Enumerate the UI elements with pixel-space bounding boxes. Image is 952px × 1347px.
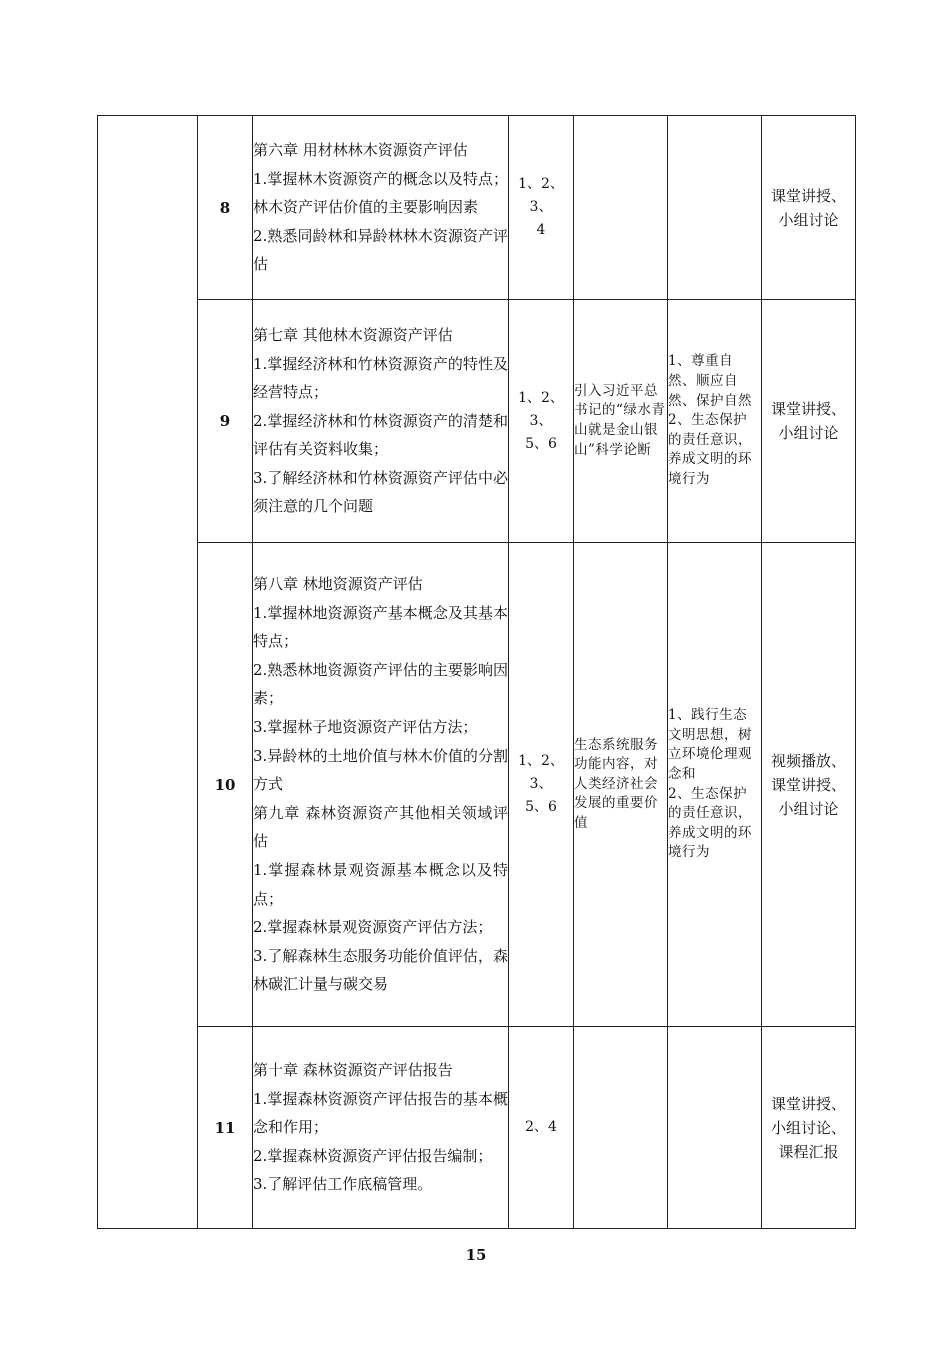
objective-line: 1、2、3、 [518,389,564,429]
objectives-cell [509,116,574,300]
approach-line: 1、践行生态文明思想，树立环境伦理观念和 [668,707,752,782]
table-row [98,300,856,543]
content-line: 2.掌握森林资源资产评估报告编制； [253,1146,493,1165]
approach-line: 1、尊重自然、顺应自然、保护自然 [668,353,752,409]
objective-line: 5、6 [525,799,557,815]
content-line: 1.掌握经济林和竹林资源资产的特性及经营特点； [253,354,508,402]
content-line: 3.了解评估工作底稿管理。 [253,1175,433,1194]
content-line: 1.掌握林地资源资产基本概念及其基本特点； [253,603,508,651]
approach-line: 2、生态保护的责任意识，养成文明的环境行为 [668,412,752,487]
session-number: 8 [198,116,253,300]
session-number: 10 [198,543,253,1027]
objectives-cell [509,300,574,543]
objectives-cell [509,1027,574,1229]
page-number: 15 [465,1246,487,1264]
methods-cell [762,543,856,1027]
content-cell [253,543,509,1027]
content-cell [253,1027,509,1229]
content-cell [253,300,509,543]
method-line: 课堂讲授、 [770,400,846,418]
content-line: 1.掌握林木资源资产的概念以及特点；林木资产评估价值的主要影响因素 [253,169,508,217]
content-line: 2.掌握经济林和竹林资源资产的清楚和评估有关资料收集； [253,411,508,459]
method-line: 课堂讲授、 [770,775,846,794]
methods-cell [762,116,856,300]
method-line: 课堂讲授、 [770,1094,846,1113]
objective-line: 1、2、3、 [518,176,564,215]
table-row [98,116,856,300]
content-line: 第七章 其他林木资源资产评估 [253,325,453,344]
content-line: 2.掌握森林景观资源资产评估方法； [253,918,493,937]
ideology-cell [574,1027,668,1229]
ideology-line: 引入习近平总书记的“绿水青山就是金山银山”科学论断 [574,382,666,458]
table-row [98,1027,856,1229]
content-line: 3.了解森林生态服务功能价值评估，森林碳汇计量与碳交易 [253,946,508,994]
content-line: 2.熟悉同龄林和异龄林林木资源资产评估 [253,226,508,274]
method-line: 课堂讲授、 [770,186,846,205]
method-line: 视频播放、 [770,751,846,770]
content-line: 1.掌握森林景观资源基本概念以及特点； [253,860,508,908]
objective-line: 5、6 [525,435,557,452]
content-line: 3.掌握林子地资源资产评估方法； [253,718,478,737]
objective-line: 1、2、3、 [518,753,564,792]
approach-cell [668,116,762,300]
ideology-cell [574,543,668,1027]
method-line: 小组讨论 [778,799,839,818]
content-line: 3.异龄林的土地价值与林木价值的分割方式 [253,746,508,794]
approach-cell [668,1027,762,1229]
table-row [98,543,856,1027]
ideology-line: 生态系统服务功能内容，对人类经济社会发展的重要价值 [574,736,658,831]
objectives-cell [509,543,574,1027]
session-number: 11 [198,1027,253,1229]
content-cell [253,116,509,300]
merged-first-column-cell [98,116,198,1229]
methods-cell [762,1027,856,1229]
ideology-cell [574,300,668,543]
method-line: 小组讨论 [778,424,839,442]
approach-line: 2、生态保护的责任意识，养成文明的环境行为 [668,785,752,861]
content-line: 2.熟悉林地资源资产评估的主要影响因素； [253,660,508,708]
methods-cell [762,300,856,543]
content-line: 第十章 森林资源资产评估报告 [253,1061,453,1080]
objective-line: 2、4 [525,1119,557,1135]
content-line: 第八章 林地资源资产评估 [253,575,423,594]
approach-cell [668,543,762,1027]
content-line: 1.掌握森林资源资产评估报告的基本概念和作用； [253,1089,508,1137]
method-line: 课程汇报 [778,1142,839,1161]
approach-cell [668,300,762,543]
objective-line: 4 [536,222,546,238]
session-number: 9 [198,300,253,543]
method-line: 小组讨论、 [770,1118,846,1137]
content-line: 第九章 森林资源资产其他相关领域评估 [253,803,508,851]
syllabus-table [97,115,856,1229]
ideology-cell [574,116,668,300]
content-line: 第六章 用材林林木资源资产评估 [253,141,468,160]
content-line: 3.了解经济林和竹林资源资产评估中必须注意的几个问题 [253,468,508,516]
method-line: 小组讨论 [778,210,839,229]
